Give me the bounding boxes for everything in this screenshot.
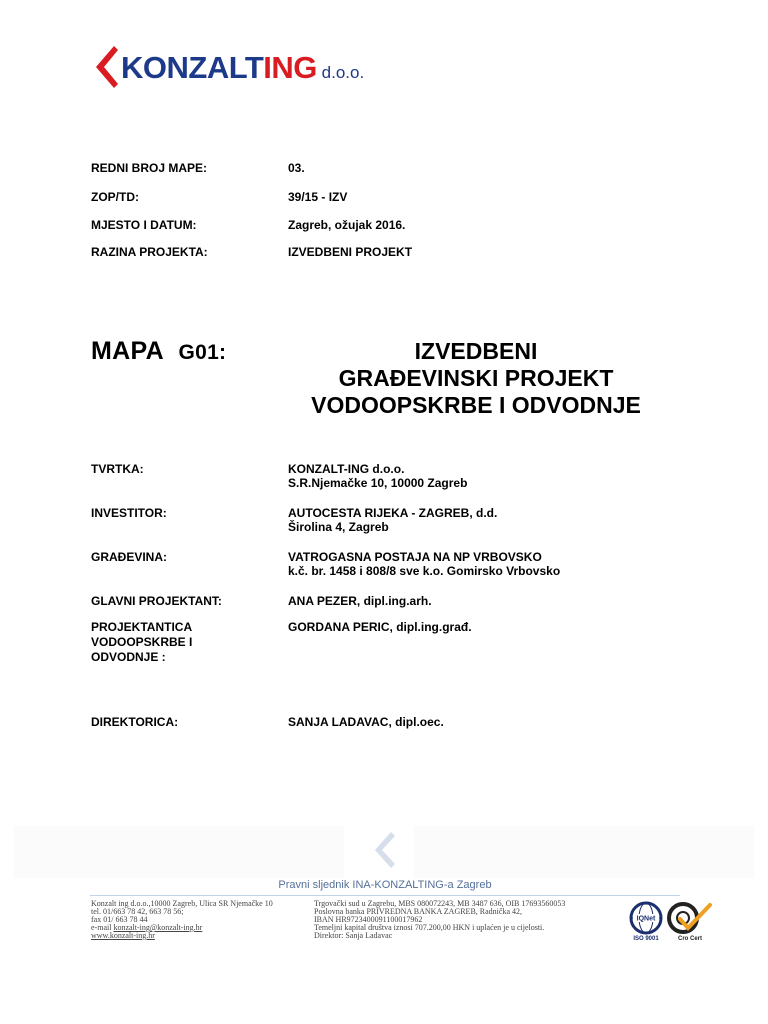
mapa-title-line-2: GRAĐEVINSKI PROJEKT <box>338 365 614 391</box>
detail-label-projektantica-1: PROJEKTANTICA <box>91 620 193 634</box>
mapa-heading <box>91 336 226 368</box>
info-value-razina: IZVEDBENI PROJEKT <box>288 245 413 259</box>
footer-right-line-4: Temeljni kapital društva iznosi 707.200,00 HKN i uplaćen je u cijelosti. <box>314 923 545 932</box>
iqnet-label: IQNet <box>636 915 656 923</box>
mapa-code: G01: <box>178 341 227 364</box>
detail-value-gradevina-2: k.č. br. 1458 i 808/8 sve k.o. Gomirsko Vrbovsko <box>288 564 561 578</box>
detail-value-investitor-1: AUTOCESTA RIJEKA - ZAGREB, d.d. <box>288 506 498 520</box>
footer-right-line-2: Poslovna banka PRIVREDNA BANKA ZAGREB, Radnička 42, <box>314 907 522 916</box>
footer-website-link[interactable]: www.konzalt-ing.hr <box>91 931 155 940</box>
mapa-title-line-1: IZVEDBENI <box>414 338 538 364</box>
mapa-title-line-3: VODOOPSKRBE I ODVODNJE <box>311 392 641 418</box>
chevron-logo-icon <box>91 44 121 90</box>
footer-tagline: Pravni sljednik INA-KONZALTING-a Zagreb <box>278 879 492 891</box>
watermark-band <box>14 826 754 878</box>
footer-left-line-2: tel. 01/663 78 42, 663 78 56; <box>91 907 184 916</box>
detail-label-tvrtka: TVRTKA: <box>91 462 144 476</box>
detail-value-glavni: ANA PEZER, dipl.ing.arh. <box>288 594 432 608</box>
detail-label-projektantica-2: VODOOPSKRBE I <box>91 635 193 649</box>
logo-wordmark <box>121 52 364 83</box>
footer-email-prefix: e-mail <box>91 923 114 932</box>
company-logo <box>91 44 371 92</box>
info-label-redni-broj: REDNI BROJ MAPE: <box>91 161 208 175</box>
footer-divider <box>90 895 680 896</box>
footer-website <box>91 932 155 940</box>
info-value-zop: 39/15 - IZV <box>288 190 348 204</box>
crocert-label: Cro Cert <box>677 936 702 942</box>
footer-right-line-3: IBAN HR9723400091100017962 <box>314 915 423 924</box>
footer-left-line-3: fax 01/ 663 78 44 <box>91 915 148 924</box>
mapa-label: MAPA <box>91 337 164 365</box>
logo-brand-suffix: d.o.o. <box>316 63 365 82</box>
detail-label-gradevina: GRAĐEVINA: <box>91 550 168 564</box>
info-value-mjesto: Zagreb, ožujak 2016. <box>288 218 406 232</box>
logo-brand-main: KONZALT <box>121 50 264 85</box>
detail-value-tvrtka-2: S.R.Njemačke 10, 10000 Zagreb <box>288 476 468 490</box>
crocert-certificate-icon <box>666 901 714 935</box>
iso-9001-label: ISO 9001 <box>633 936 659 942</box>
detail-value-investitor-2: Širolina 4, Zagreb <box>288 520 389 534</box>
iqnet-certificate-icon <box>626 901 666 935</box>
footer-email-link[interactable]: konzalt-ing@konzalt-ing.hr <box>113 923 203 932</box>
info-label-zop: ZOP/TD: <box>91 190 139 204</box>
footer-right-line-5: Direktor: Sanja Ladavac <box>314 931 393 940</box>
footer-left-line-1: Konzalt ing d.o.o.,10000 Zagreb, Ulica SR Njemačke 10 <box>91 899 273 908</box>
info-label-mjesto: MJESTO I DATUM: <box>91 218 197 232</box>
info-label-razina: RAZINA PROJEKTA: <box>91 245 208 259</box>
detail-label-investitor: INVESTITOR: <box>91 506 167 520</box>
footer-right-line-1: Trgovački sud u Zagrebu, MBS 080072243, MB 3487 636, OIB 17693560053 <box>314 899 566 908</box>
detail-label-projektantica-3: ODVODNJE : <box>91 650 166 664</box>
info-value-redni-broj: 03. <box>288 161 305 175</box>
detail-label-glavni: GLAVNI PROJEKTANT: <box>91 594 222 608</box>
detail-value-gradevina-1: VATROGASNA POSTAJA NA NP VRBOVSKO <box>288 550 542 564</box>
logo-brand-accent: ING <box>263 50 317 85</box>
detail-label-direktorica: DIREKTORICA: <box>91 715 179 729</box>
detail-value-direktorica: SANJA LADAVAC, dipl.oec. <box>288 715 444 729</box>
detail-value-projektantica: GORDANA PERIC, dipl.ing.građ. <box>288 620 472 634</box>
watermark-chevron-icon <box>369 830 399 870</box>
detail-value-tvrtka-1: KONZALT-ING d.o.o. <box>288 462 405 476</box>
